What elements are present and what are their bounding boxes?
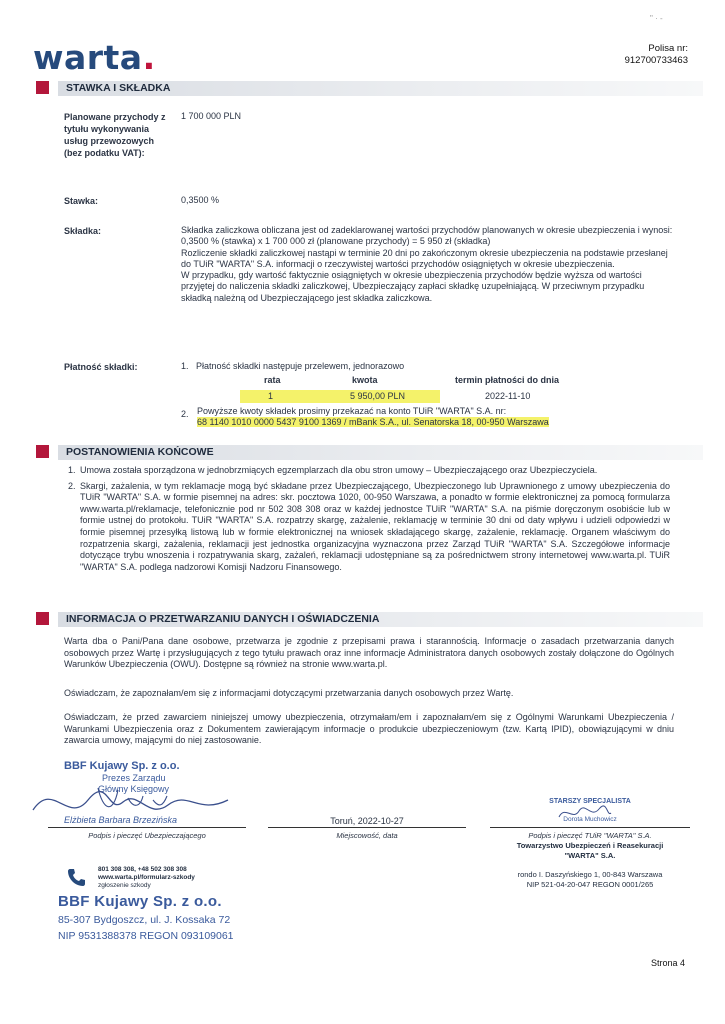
account-intro: Powyższe kwoty składek prosimy przekazać na konto TUiR "WARTA" S.A. nr: — [197, 406, 507, 416]
premium-line: W przypadku, gdy wartość faktycznie osiągniętych w okresie ubezpieczenia przychodów będzie wyższa od wartości przyjętej do naliczenia składki zaliczkowej, Ubezpieczający zapłaci składkę uzupełniającą. W przeciwnym przypadku składką należną od Ubezpieczającego jest składka zaliczkowa. — [181, 270, 645, 303]
declaration-1: Oświadczam, że zapoznałam/em się z informacjami dotyczącymi przetwarzania danych osobowych przez Wartę. — [64, 688, 514, 698]
section-title: POSTANOWIENIA KOŃCOWE — [66, 446, 214, 458]
premium-label: Składka: — [64, 226, 102, 236]
section-marker-icon — [36, 81, 49, 94]
section-header-stawka — [36, 81, 706, 96]
col-header-rata: rata — [264, 375, 281, 385]
contact-web[interactable]: www.warta.pl/formularz-szkody — [98, 874, 195, 881]
rate-value: 0,3500 % — [181, 195, 220, 205]
premium-line: 0,3500 % (stawka) x 1 700 000 zł (planowane przychody) = 5 950 zł (składka) — [181, 236, 491, 247]
client-stamp-company: BBF Kujawy Sp. z o.o. — [64, 760, 180, 772]
corner-marks: " · - — [650, 14, 663, 23]
bank-account: 68 1140 1010 0000 5437 9100 1369 / mBank S.A., ul. Senatorska 18, 00-950 Warszawa — [197, 417, 549, 428]
policy-number: 912700733463 — [624, 55, 688, 66]
section-marker-icon — [36, 445, 49, 458]
planned-revenue-label: Planowane przychody z tytułu wykonywania usług przewozowych (bez podatku VAT): — [64, 112, 166, 158]
place-date-value: Toruń, 2022-10-27 — [330, 816, 404, 826]
declaration-2: Oświadczam, że przed zawarciem niniejszej umowy ubezpieczenia, otrzymałam/em i zapoznałam/em się z Ogólnymi Warunkami Ubezpieczenia / Warunkami Ubezpieczenia oraz z Dokumentem zawierającym informacje o produkcie ubezpieczeniowym (tzw. Kartą IPID), obowiązującymi w dniu zawarcia umowy, mającymi do niej zastosowanie. — [64, 712, 674, 746]
cell-rata: 1 — [268, 391, 274, 401]
rate-label: Stawka: — [64, 196, 99, 206]
client-signature-caption: Podpis i pieczęć Ubezpieczającego — [88, 831, 206, 840]
section-title: STAWKA I SKŁADKA — [66, 82, 171, 94]
final-provisions-list — [68, 465, 670, 577]
logo-dot: . — [142, 38, 156, 77]
premium-line: Rozliczenie składki zaliczkowej nastąpi w terminie 20 dni po zakończonym okresie ubezpieczenia na podstawie przesłanej do TUiR "WARTA" S.A. informacji o rzeczywistej wartości przychodów osiągniętych w okresie ubezpieczenia. — [181, 247, 668, 269]
contact-block — [98, 866, 195, 890]
insurer-ids: NIP 521-04-20-047 REGON 0001/265 — [526, 880, 654, 889]
warta-logo — [33, 38, 156, 77]
client-stamp-role-1: Prezes Zarządu — [102, 773, 166, 783]
insurer-address: rondo I. Daszyńskiego 1, 00-843 Warszawa — [517, 870, 663, 879]
list-item: 1. Umowa została sporządzona w jednobrzmiących egzemplarzach dla obu stron umowy – Ubezpieczającego oraz Ubezpieczyciela. — [68, 465, 598, 475]
logo-text: warta — [33, 38, 143, 77]
premium-line: Składka zaliczkowa obliczana jest od zadeklarowanej wartości przychodów planowanych w okresie ubezpieczenia i wynosi: — [181, 225, 673, 235]
signature-line — [268, 827, 466, 828]
data-processing-info: Warta dba o Pani/Pana dane osobowe, przetwarza je zgodnie z przepisami prawa i starannością. Informacje o zasadach przetwarzania danych osobowych przez Wartę i przysługujących z tego tytułu prawach oraz inne informacje Administratora danych osobowych zostały dołączone do Ogólnych Warunków Ubezpieczenia (OWU). Dostępne są również na stronie www.warta.pl. — [64, 636, 674, 670]
payment-item-text: Płatność składki następuje przelewem, jednorazowo — [196, 361, 405, 371]
payment-item-2 — [197, 406, 677, 429]
section-header-postanowienia — [36, 445, 706, 460]
list-item: 2. Skargi, zażalenia, w tym reklamacje mogą być składane przez Ubezpieczającego, Ubezpieczonego lub Uprawnionego z umowy ubezpieczenia do TUiR "WARTA" S.A. w formie pisemnej na adres: skr. pocztowa 1020, 00-950 Warszawa, a ponadto w formie elektronicznej za pomocą formularza www.warta.pl/reklamacje, telefonicznie pod nr 502 308 308 oraz w każdej jednostce TUiR "WARTA" S.A. na piśmie doręczonym osobiście lub w formie ustnej do protokołu. TUiR "WARTA" S.A. rozpatrzy skargę, zażalenie, reklamację w terminie 30 dni od daty wpływu i udzieli odpowiedzi w formie pisemnej przesyłką listową lub w formie elektronicznej na wniosek składającego skargę, zażalenie, reklamację. Organem właściwym do rozpatrzenia skargi, zażalenia, reklamacji jest jednostka organizacyjna wyznaczona przez Zarząd TUiR "WARTA" S.A. Szczegółowe informacje dotyczące trybu wnoszenia i rozpatrywania skarg, zażaleń, reklamacji udostępniane są za pośrednictwem strony internetowej www.warta.pl. TUiR "WARTA" S.A. podlega nadzorowi Komisji Nadzoru Finansowego. — [68, 480, 670, 572]
company-stamp-address: 85-307 Bydgoszcz, ul. J. Kossaka 72 — [58, 914, 231, 926]
signature-line — [490, 827, 690, 828]
cell-kwota: 5 950,00 PLN — [350, 391, 406, 401]
company-stamp-name: BBF Kujawy Sp. z o.o. — [58, 893, 222, 910]
client-stamp-role-2: Główny Księgowy — [98, 784, 170, 794]
insurer-stamp-company-short: "WARTA" S.A. — [564, 851, 616, 860]
insurer-stamp-title: STARSZY SPECJALISTA — [549, 798, 631, 805]
payment-item-1 — [181, 361, 404, 372]
contact-phones: 801 308 308, +48 502 308 308 — [98, 866, 187, 873]
place-date-caption: Miejscowość, data — [336, 831, 398, 840]
page-number: Strona 4 — [650, 958, 685, 968]
payment-table-header — [240, 375, 600, 388]
table-row — [240, 390, 600, 404]
col-header-kwota: kwota — [352, 375, 378, 385]
payment-item-2-num: 2. — [181, 409, 189, 419]
cell-termin: 2022-11-10 — [485, 391, 531, 401]
insurer-stamp-name: Dorota Muchowicz — [563, 816, 617, 823]
payment-table — [240, 375, 600, 404]
insurer-stamp-company: Towarzystwo Ubezpieczeń i Reasekuracji — [516, 841, 664, 850]
signature-line — [48, 827, 246, 828]
payment-label: Płatność składki: — [64, 362, 138, 372]
policy-number-block — [625, 43, 688, 67]
col-header-termin: termin płatności do dnia — [455, 375, 560, 385]
contact-note: zgłoszenie szkody — [98, 882, 151, 889]
company-stamp-ids: NIP 9531388378 REGON 093109061 — [58, 930, 234, 942]
insurer-signature-caption: Podpis i pieczęć TUiR "WARTA" S.A. — [528, 831, 652, 840]
policy-label: Polisa nr: — [648, 43, 688, 54]
phone-icon — [66, 867, 86, 887]
section-header-dane — [36, 612, 706, 627]
section-title: INFORMACJA O PRZETWARZANIU DANYCH I OŚWIADCZENIA — [66, 613, 380, 625]
premium-description — [181, 225, 676, 304]
payment-item-num: 1. — [181, 361, 189, 371]
planned-revenue-value: 1 700 000 PLN — [181, 111, 242, 121]
section-marker-icon — [36, 612, 49, 625]
client-stamp-name: Elżbieta Barbara Brzezińska — [64, 815, 178, 825]
